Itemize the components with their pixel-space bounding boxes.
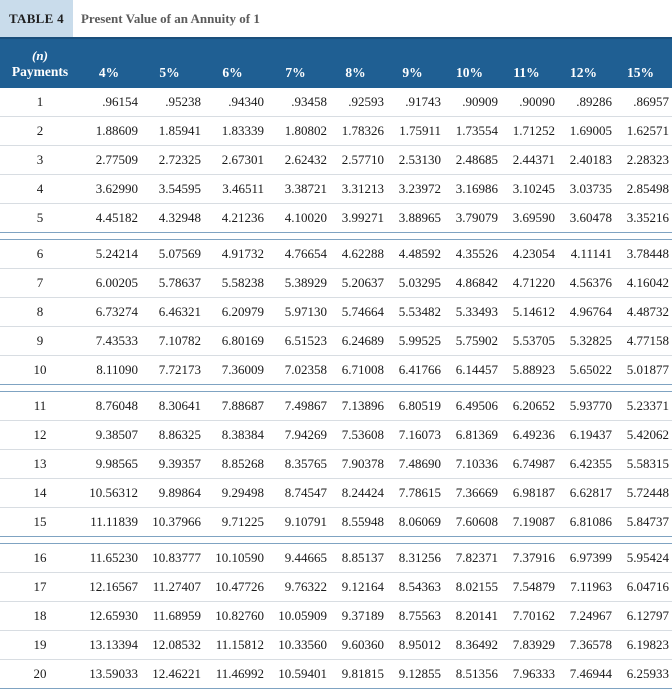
- value-cell: 5.97130: [284, 304, 327, 319]
- value-cell: 7.82371: [455, 550, 498, 565]
- value-cell: 2.40183: [569, 152, 612, 167]
- value-cell: 12.65930: [89, 608, 138, 623]
- value-cell: 3.31213: [341, 181, 384, 196]
- value-cell: 8.51356: [455, 666, 498, 681]
- value-cell: 9.12855: [398, 666, 441, 681]
- value-cell: 2.28323: [626, 152, 669, 167]
- value-cell: 5.24214: [95, 246, 138, 261]
- value-cell: 1.73554: [455, 123, 498, 138]
- value-cell: 8.02155: [455, 579, 498, 594]
- value-cell: 4.91732: [221, 246, 264, 261]
- value-cell: .95238: [165, 94, 201, 109]
- value-cell: 1.88609: [95, 123, 138, 138]
- header-rate: 11%: [513, 65, 540, 80]
- table-number: TABLE 4: [0, 0, 73, 37]
- payments-cell: 6: [36, 246, 44, 261]
- value-cell: 5.99525: [398, 333, 441, 348]
- value-cell: 6.19437: [569, 427, 612, 442]
- value-cell: 8.55948: [341, 514, 384, 529]
- value-cell: 7.11963: [570, 579, 612, 594]
- block-separator: [0, 385, 672, 392]
- value-cell: 4.76654: [284, 246, 327, 261]
- value-cell: 3.99271: [341, 210, 384, 225]
- table-title: Present Value of an Annuity of 1: [80, 10, 260, 26]
- value-cell: 9.37189: [341, 608, 384, 623]
- header-rate: 5%: [159, 65, 180, 80]
- value-cell: 3.38721: [284, 181, 327, 196]
- value-cell: 8.74547: [284, 485, 327, 500]
- value-cell: 7.88687: [221, 398, 264, 413]
- value-cell: 6.04716: [626, 579, 669, 594]
- value-cell: 6.20652: [512, 398, 555, 413]
- value-cell: 9.60360: [341, 637, 384, 652]
- table-row: [0, 327, 672, 356]
- value-cell: 2.77509: [95, 152, 138, 167]
- value-cell: 5.23371: [626, 398, 669, 413]
- value-cell: 7.90378: [341, 456, 384, 471]
- value-cell: .90909: [462, 94, 498, 109]
- value-cell: 9.89864: [158, 485, 201, 500]
- payments-cell: 5: [36, 210, 44, 225]
- payments-cell: 2: [36, 123, 44, 138]
- value-cell: 9.38507: [95, 427, 138, 442]
- value-cell: 5.88923: [512, 362, 555, 377]
- value-cell: 8.86325: [158, 427, 201, 442]
- value-cell: 8.35765: [284, 456, 327, 471]
- table-header: [0, 37, 672, 88]
- value-cell: 2.53130: [398, 152, 441, 167]
- value-cell: 5.78637: [158, 275, 201, 290]
- value-cell: 3.03735: [569, 181, 612, 196]
- value-cell: 4.35526: [455, 246, 498, 261]
- value-cell: 10.37966: [152, 514, 201, 529]
- value-cell: 10.56312: [89, 485, 138, 500]
- payments-cell: 18: [33, 608, 47, 623]
- value-cell: 5.53482: [398, 304, 441, 319]
- value-cell: 1.83339: [221, 123, 264, 138]
- value-cell: 9.29498: [221, 485, 264, 500]
- value-cell: 4.56376: [569, 275, 612, 290]
- payments-cell: 3: [36, 152, 44, 167]
- value-cell: 2.62432: [284, 152, 327, 167]
- value-cell: 7.78615: [398, 485, 441, 500]
- value-cell: 6.74987: [512, 456, 555, 471]
- table-row: [0, 356, 672, 384]
- header-rate: 6%: [222, 65, 243, 80]
- value-cell: 5.38929: [284, 275, 327, 290]
- value-cell: 7.83929: [512, 637, 555, 652]
- value-cell: 10.82760: [215, 608, 264, 623]
- table-row: [0, 298, 672, 327]
- value-cell: 7.36009: [221, 362, 264, 377]
- payments-cell: 16: [33, 550, 47, 565]
- value-cell: 5.74664: [341, 304, 384, 319]
- value-cell: 11.46992: [215, 666, 264, 681]
- value-cell: 4.32948: [158, 210, 201, 225]
- value-cell: 3.62990: [95, 181, 138, 196]
- value-cell: 6.41766: [398, 362, 441, 377]
- row-block: [0, 88, 672, 233]
- header-n-label: (n): [32, 47, 48, 63]
- value-cell: 10.83777: [152, 550, 201, 565]
- value-cell: 2.85498: [626, 181, 669, 196]
- value-cell: 1.62571: [626, 123, 669, 138]
- table-row: [0, 88, 672, 117]
- value-cell: 11.11839: [90, 514, 138, 529]
- value-cell: 7.72173: [158, 362, 201, 377]
- value-cell: 4.48732: [626, 304, 669, 319]
- header-rate: 15%: [627, 65, 654, 80]
- row-block: [0, 392, 672, 537]
- header-rate: 12%: [570, 65, 597, 80]
- value-cell: 13.13394: [89, 637, 138, 652]
- table-row: [0, 573, 672, 602]
- value-cell: 7.13896: [341, 398, 384, 413]
- value-cell: 8.95012: [398, 637, 441, 652]
- header-rate: 10%: [456, 65, 483, 80]
- table-row: [0, 450, 672, 479]
- table-row: [0, 660, 672, 688]
- value-cell: .86957: [633, 94, 669, 109]
- value-cell: 8.31256: [398, 550, 441, 565]
- block-separator: [0, 537, 672, 544]
- value-cell: 9.76322: [284, 579, 327, 594]
- value-cell: 4.45182: [95, 210, 138, 225]
- header-payments-label: Payments: [11, 63, 69, 79]
- value-cell: 6.81369: [455, 427, 498, 442]
- value-cell: 13.59033: [89, 666, 138, 681]
- value-cell: .90090: [519, 94, 555, 109]
- value-cell: 3.16986: [455, 181, 498, 196]
- value-cell: 11.27407: [152, 579, 201, 594]
- value-cell: 7.60608: [455, 514, 498, 529]
- value-cell: 3.60478: [569, 210, 612, 225]
- value-cell: 5.14612: [512, 304, 555, 319]
- value-cell: 4.10020: [284, 210, 327, 225]
- table-row: [0, 631, 672, 660]
- value-cell: 2.57710: [341, 152, 384, 167]
- value-cell: 6.49236: [512, 427, 555, 442]
- table-row: [0, 146, 672, 175]
- value-cell: 6.25933: [626, 666, 669, 681]
- value-cell: 5.01877: [626, 362, 669, 377]
- value-cell: .89286: [576, 94, 612, 109]
- payments-cell: 15: [33, 514, 47, 529]
- value-cell: 12.08532: [152, 637, 201, 652]
- value-cell: 9.98565: [95, 456, 138, 471]
- value-cell: 4.86842: [455, 275, 498, 290]
- value-cell: 10.47726: [215, 579, 264, 594]
- value-cell: 3.10245: [512, 181, 555, 196]
- header-rates: [80, 39, 669, 88]
- value-cell: 6.81086: [569, 514, 612, 529]
- value-cell: 6.19823: [626, 637, 669, 652]
- value-cell: 1.80802: [284, 123, 327, 138]
- value-cell: 7.36578: [569, 637, 612, 652]
- header-rate: 8%: [345, 65, 366, 80]
- table-caption: [0, 0, 672, 37]
- value-cell: 6.62817: [569, 485, 612, 500]
- value-cell: 5.95424: [626, 550, 669, 565]
- value-cell: 2.72325: [158, 152, 201, 167]
- value-cell: 5.84737: [626, 514, 669, 529]
- value-cell: 1.85941: [158, 123, 201, 138]
- value-cell: 8.06069: [398, 514, 441, 529]
- value-cell: 3.88965: [398, 210, 441, 225]
- table-row: [0, 392, 672, 421]
- value-cell: 7.70162: [512, 608, 555, 623]
- value-cell: 11.65230: [89, 550, 138, 565]
- value-cell: 7.96333: [512, 666, 555, 681]
- value-cell: 5.32825: [569, 333, 612, 348]
- value-cell: 8.54363: [398, 579, 441, 594]
- table-row: [0, 240, 672, 269]
- value-cell: 6.80519: [398, 398, 441, 413]
- value-cell: 9.39357: [158, 456, 201, 471]
- value-cell: 5.03295: [398, 275, 441, 290]
- payments-cell: 1: [36, 94, 44, 109]
- row-block: [0, 544, 672, 689]
- value-cell: 7.16073: [398, 427, 441, 442]
- value-cell: 9.71225: [221, 514, 264, 529]
- block-separator: [0, 233, 672, 240]
- table-row: [0, 117, 672, 146]
- value-cell: 3.79079: [455, 210, 498, 225]
- value-cell: 4.77158: [626, 333, 669, 348]
- value-cell: 1.71252: [512, 123, 555, 138]
- value-cell: 9.10791: [284, 514, 327, 529]
- payments-cell: 17: [33, 579, 47, 594]
- table-row: [0, 204, 672, 232]
- value-cell: 4.62288: [341, 246, 384, 261]
- value-cell: 7.10336: [455, 456, 498, 471]
- value-cell: 6.14457: [455, 362, 498, 377]
- value-cell: 4.48592: [398, 246, 441, 261]
- value-cell: 8.20141: [455, 608, 498, 623]
- value-cell: 6.73274: [95, 304, 138, 319]
- value-cell: 8.85268: [221, 456, 264, 471]
- value-cell: 6.24689: [341, 333, 384, 348]
- value-cell: 8.85137: [341, 550, 384, 565]
- table-row: [0, 269, 672, 298]
- value-cell: 7.24967: [569, 608, 612, 623]
- value-cell: 8.38384: [221, 427, 264, 442]
- value-cell: 1.75911: [399, 123, 441, 138]
- value-cell: 7.37916: [512, 550, 555, 565]
- value-cell: 5.58315: [626, 456, 669, 471]
- value-cell: .92593: [348, 94, 384, 109]
- payments-cell: 20: [33, 666, 47, 681]
- value-cell: .96154: [102, 94, 138, 109]
- value-cell: .94340: [228, 94, 264, 109]
- value-cell: 3.69590: [512, 210, 555, 225]
- value-cell: 7.19087: [512, 514, 555, 529]
- payments-cell: 8: [36, 304, 44, 319]
- value-cell: 4.21236: [221, 210, 264, 225]
- value-cell: 4.16042: [626, 275, 669, 290]
- value-cell: 9.81815: [341, 666, 384, 681]
- value-cell: 7.94269: [284, 427, 327, 442]
- value-cell: 9.12164: [341, 579, 384, 594]
- payments-cell: 4: [36, 181, 44, 196]
- value-cell: .93458: [291, 94, 327, 109]
- table-row: [0, 602, 672, 631]
- value-cell: 12.46221: [152, 666, 201, 681]
- value-cell: 7.43533: [95, 333, 138, 348]
- value-cell: 3.54595: [158, 181, 201, 196]
- payments-cell: 10: [33, 362, 47, 377]
- value-cell: 10.33560: [278, 637, 327, 652]
- table-body: [0, 88, 672, 689]
- value-cell: 8.75563: [398, 608, 441, 623]
- value-cell: 9.44665: [284, 550, 327, 565]
- value-cell: 7.49867: [284, 398, 327, 413]
- table-row: [0, 544, 672, 573]
- value-cell: 4.96764: [569, 304, 612, 319]
- table-row: [0, 508, 672, 536]
- value-cell: 7.46944: [569, 666, 612, 681]
- value-cell: 5.65022: [569, 362, 612, 377]
- header-rate: 7%: [285, 65, 306, 80]
- value-cell: 5.53705: [512, 333, 555, 348]
- value-cell: 4.23054: [512, 246, 555, 261]
- value-cell: 5.93770: [569, 398, 612, 413]
- value-cell: 1.78326: [341, 123, 384, 138]
- value-cell: 8.30641: [158, 398, 201, 413]
- value-cell: 11.68959: [152, 608, 201, 623]
- value-cell: 6.12797: [626, 608, 669, 623]
- value-cell: 8.36492: [455, 637, 498, 652]
- header-rate: 9%: [402, 65, 423, 80]
- value-cell: 6.97399: [569, 550, 612, 565]
- value-cell: 7.10782: [158, 333, 201, 348]
- value-cell: 6.80169: [221, 333, 264, 348]
- value-cell: 3.46511: [222, 181, 264, 196]
- payments-cell: 7: [36, 275, 44, 290]
- value-cell: 12.16567: [89, 579, 138, 594]
- value-cell: 3.78448: [626, 246, 669, 261]
- value-cell: 4.11141: [570, 246, 612, 261]
- value-cell: 3.35216: [626, 210, 669, 225]
- header-payments: [0, 39, 80, 88]
- value-cell: 7.53608: [341, 427, 384, 442]
- payments-cell: 13: [33, 456, 47, 471]
- value-cell: 2.48685: [455, 152, 498, 167]
- value-cell: 8.76048: [95, 398, 138, 413]
- value-cell: 8.24424: [341, 485, 384, 500]
- value-cell: 10.10590: [215, 550, 264, 565]
- value-cell: 1.69005: [569, 123, 612, 138]
- value-cell: 6.98187: [512, 485, 555, 500]
- row-block: [0, 240, 672, 385]
- value-cell: 11.15812: [215, 637, 264, 652]
- payments-cell: 12: [33, 427, 47, 442]
- value-cell: .91743: [405, 94, 441, 109]
- table-row: [0, 175, 672, 204]
- value-cell: 4.71220: [512, 275, 555, 290]
- value-cell: 3.23972: [398, 181, 441, 196]
- table-row: [0, 479, 672, 508]
- value-cell: 6.46321: [158, 304, 201, 319]
- value-cell: 6.51523: [284, 333, 327, 348]
- value-cell: 5.58238: [221, 275, 264, 290]
- value-cell: 6.49506: [455, 398, 498, 413]
- value-cell: 2.67301: [221, 152, 264, 167]
- header-rate: 4%: [98, 65, 120, 80]
- value-cell: 6.71008: [341, 362, 384, 377]
- value-cell: 7.36669: [455, 485, 498, 500]
- value-cell: 7.54879: [512, 579, 555, 594]
- value-cell: 8.11090: [96, 362, 138, 377]
- payments-cell: 9: [36, 333, 44, 348]
- payments-cell: 19: [33, 637, 47, 652]
- value-cell: 7.02358: [284, 362, 327, 377]
- value-cell: 6.42355: [569, 456, 612, 471]
- value-cell: 5.75902: [455, 333, 498, 348]
- value-cell: 5.42062: [626, 427, 669, 442]
- value-cell: 6.20979: [221, 304, 264, 319]
- value-cell: 5.07569: [158, 246, 201, 261]
- value-cell: 5.72448: [626, 485, 669, 500]
- value-cell: 5.33493: [455, 304, 498, 319]
- value-cell: 10.05909: [278, 608, 327, 623]
- value-cell: 2.44371: [512, 152, 555, 167]
- value-cell: 6.00205: [95, 275, 138, 290]
- value-cell: 7.48690: [398, 456, 441, 471]
- payments-cell: 11: [33, 398, 47, 413]
- value-cell: 10.59401: [278, 666, 327, 681]
- table-row: [0, 421, 672, 450]
- value-cell: 5.20637: [341, 275, 384, 290]
- payments-cell: 14: [33, 485, 47, 500]
